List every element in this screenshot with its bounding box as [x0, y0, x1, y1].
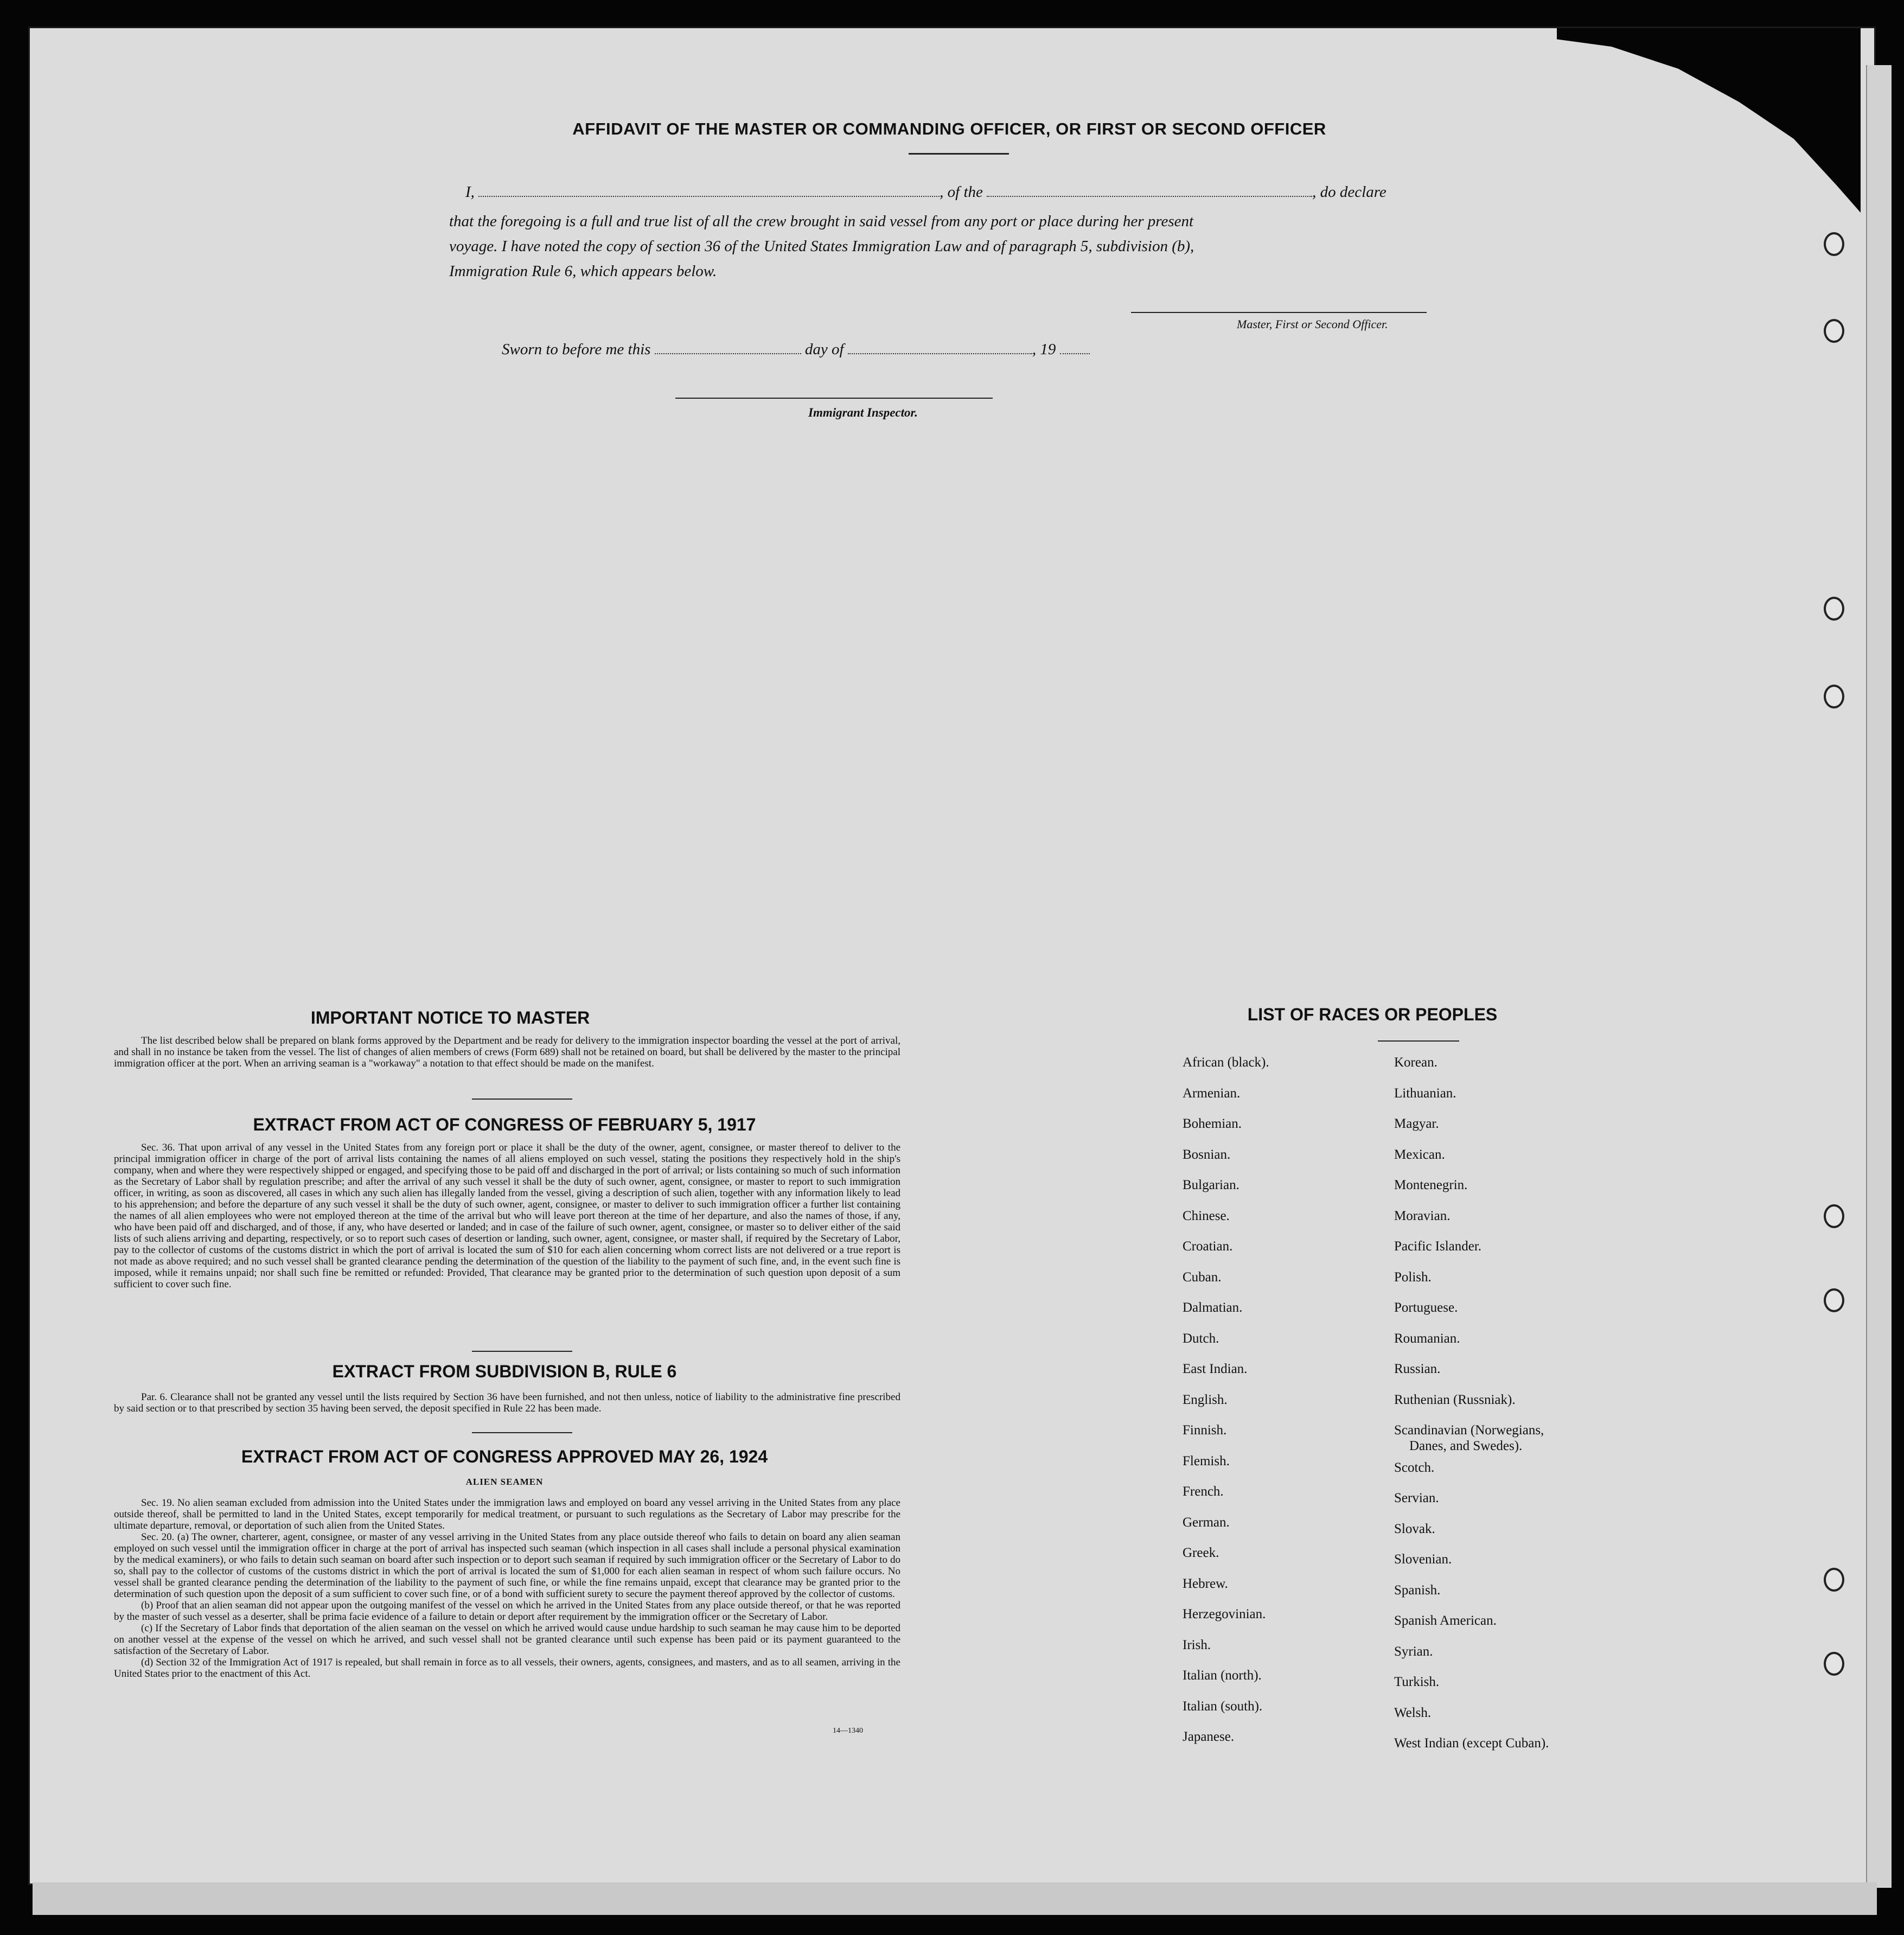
race-item: Hebrew.: [1183, 1576, 1228, 1591]
affidavit-line4: Immigration Rule 6, which appears below.: [449, 263, 717, 280]
punch-hole-icon: [1824, 1652, 1844, 1676]
extract-1917-divider: [472, 1351, 572, 1352]
race-item: Spanish American.: [1394, 1613, 1497, 1628]
race-item: Slovenian.: [1394, 1552, 1452, 1567]
race-item: Armenian.: [1183, 1085, 1241, 1101]
sec20d-paragraph: (d) Section 32 of the Immigration Act of 1917 is repealed, but shall remain in force as to all vessels, their owners, agents, consignees, and masters, and as to all seamen, arriving in the United States prior to the enactment of this Act.: [114, 1657, 900, 1679]
race-item: Russian.: [1394, 1362, 1441, 1376]
punch-hole-icon: [1824, 597, 1844, 621]
inspector-signature-line[interactable]: [675, 398, 993, 399]
race-item: Bohemian.: [1183, 1116, 1242, 1131]
sworn-month-blank[interactable]: [848, 353, 1032, 354]
race-item: Chinese.: [1183, 1208, 1230, 1223]
races-right-column: [1394, 1055, 1644, 1767]
race-item: Pacific Islander.: [1394, 1239, 1482, 1254]
race-item: Dutch.: [1183, 1331, 1219, 1346]
sworn-day-blank[interactable]: [655, 353, 801, 354]
race-item: Roumanian.: [1394, 1331, 1460, 1346]
subdivision-divider: [472, 1432, 572, 1433]
subdivision-body: Par. 6. Clearance shall not be granted any vessel until the lists required by Section 36 have been furnished, and not then unless, notice of liability to the administrative fine prescribed by said section or to that prescribed by section 35 having been served, the deposit specified in Rule 22 has been made.: [114, 1391, 900, 1414]
sworn-year-blank[interactable]: [1060, 353, 1090, 354]
race-item: Lithuanian.: [1394, 1085, 1456, 1101]
race-item: Bosnian.: [1183, 1147, 1231, 1162]
sec20b-paragraph: (b) Proof that an alien seaman did not appear upon the outgoing manifest of the vessel on which he arrived in the United States from any place outside thereof, or that he was reported by the master of such vessel as a deserter, shall be prima facie evidence of a failure to detain or deport after requirement by the immigration officer or the Secretary of Labor.: [114, 1600, 900, 1623]
race-item: Irish.: [1183, 1637, 1211, 1652]
notice-divider: [472, 1099, 572, 1100]
race-item: Scotch.: [1394, 1460, 1435, 1475]
bottom-edge: [33, 1882, 1877, 1915]
race-item: Italian (south).: [1183, 1698, 1263, 1714]
race-item: Servian.: [1394, 1491, 1439, 1505]
affidavit-of-the: , of the: [940, 183, 983, 201]
races-divider: [1378, 1040, 1459, 1042]
race-item: East Indian.: [1183, 1362, 1248, 1376]
sworn-line: [502, 341, 1207, 359]
race-item: Korean.: [1394, 1055, 1437, 1070]
vessel-blank[interactable]: [987, 196, 1312, 197]
sworn-year: , 19: [1032, 341, 1056, 358]
races-left-column: [1183, 1055, 1400, 1760]
extract-1924-title: EXTRACT FROM ACT OF CONGRESS APPROVED MAY 26, 1924: [241, 1447, 768, 1466]
race-item: Flemish.: [1183, 1453, 1230, 1468]
race-item: Bulgarian.: [1183, 1178, 1239, 1192]
affidavit-line3: voyage. I have noted the copy of section 36 of the United States Immigration Law and of paragraph 5, subdivision (b),: [449, 238, 1194, 255]
race-item: Herzegovinian.: [1183, 1607, 1266, 1621]
race-item: Turkish.: [1394, 1675, 1440, 1689]
affidavit-i: I,: [465, 183, 475, 201]
race-item: Montenegrin.: [1394, 1178, 1468, 1192]
race-item: Greek.: [1183, 1546, 1219, 1560]
extract-1917-title: EXTRACT FROM ACT OF CONGRESS OF FEBRUARY 5, 1917: [253, 1115, 756, 1134]
race-item: West Indian (except Cuban).: [1394, 1736, 1549, 1751]
race-item: Cuban.: [1183, 1269, 1222, 1285]
race-item: Croatian.: [1183, 1239, 1233, 1254]
sec20a-paragraph: Sec. 20. (a) The owner, charterer, agent, consignee, or master of any vessel arriving in the United States from any place outside thereof who fails to detain on board any alien seaman employed on such vessel until the immigration officer in charge at the port of arrival has inspected such seaman (which inspection in all cases shall include a personal physical examination by the medical examiners), or who fails to detain such seaman on board after such inspection or to deport such seaman if required by such immigration officer or the Secretary of Labor to do so, shall pay to the collector of customs of the customs district in which the port of arrival is located the sum of $1,000 for each alien seaman in respect of whom such failure occurs. No vessel shall be granted clearance pending the determination of the liability to the payment of such fine, or while the fine remains unpaid, except that clearance may be granted prior to the determination of such question upon the deposit of a sum sufficient to cover such fine, or of a bond with sufficient surety to secure the payment thereof approved by the collector of customs.: [114, 1531, 900, 1600]
master-signature-label: Master, First or Second Officer.: [1237, 317, 1388, 331]
inspector-label: Immigrant Inspector.: [808, 406, 918, 419]
races-title: LIST OF RACES OR PEOPLES: [1247, 1005, 1498, 1024]
race-item: Slovak.: [1394, 1521, 1435, 1536]
race-item: Ruthenian (Russniak).: [1394, 1392, 1516, 1407]
punch-hole-icon: [1824, 1568, 1844, 1592]
master-signature-line[interactable]: [1131, 312, 1427, 313]
extract-1917-body: Sec. 36. That upon arrival of any vessel in the United States from any foreign port or place it shall be the duty of the owner, agent, consignee, or master thereof to deliver to the principal immigration officer in charge of the port of arrival lists containing the names of all aliens employed on such vessel, stating the positions they respectively hold in the ship's company, when and where they were respectively shipped or engaged, and specifying those to be paid off and discharged in the port of arrival; or lists containing so much of such information as the Secretary of Labor shall by regulation prescribe; and after the arrival of any such vessel it shall be the duty of such owner, agent, consignee, or master to report to such immigration officer, in writing, as soon as discovered, all cases in which any such alien has illegally landed from the vessel, giving a description of such alien, together with any information likely to lead to his apprehension; and before the departure of any such vessel it shall be the duty of such owner, agent, consignee, or master to deliver to such immigration officer a further list containing the names of all alien employees who were not employed thereon at the time of the arrival but who will leave port thereon at the time of her departure, and also the names of those, if any, who have been paid off and discharged, and of those, if any, who have deserted or landed; and in case of the failure of such owner, agent, consignee, or master so to deliver either of the said lists of such aliens arriving and departing, respectively, or so to report such cases of desertion or landing, such owner, agent, consignee, or master shall, if required by the Secretary of Labor, pay to the collector of customs of the customs district in which the port of arrival is located the sum of $10 for each alien concerning whom correct lists are not delivered or a true report is not made as above required; and no such vessel shall be granted clearance pending the determination of the question of the liability to the payment of such fine, and, in the event such fine is imposed, while it remains unpaid; nor shall such fine be remitted or refunded: Provided, That clearance may be granted prior to the determination of such question upon deposit of a sum sufficient to cover such fine.: [114, 1142, 900, 1290]
race-item: African (black).: [1183, 1055, 1269, 1070]
race-item: Portuguese.: [1394, 1300, 1458, 1315]
race-item: Japanese.: [1183, 1729, 1235, 1744]
punch-hole-icon: [1824, 685, 1844, 708]
race-item: Magyar.: [1394, 1116, 1439, 1131]
sec20c-paragraph: (c) If the Secretary of Labor finds that deportation of the alien seaman on the vessel on which he arrived would cause undue hardship to such seaman he may cause him to be deported on another vessel at the expense of the vessel on which he arrived, and such vessel shall not be granted clearance until such expense has been paid or its payment guaranteed to the satisfaction of the Secretary of Labor.: [114, 1623, 900, 1657]
sworn-prefix: Sworn to before me this: [502, 341, 651, 358]
race-item: Syrian.: [1394, 1644, 1433, 1659]
race-item: English.: [1183, 1392, 1228, 1407]
race-item: Polish.: [1394, 1269, 1432, 1285]
punch-hole-icon: [1824, 1288, 1844, 1312]
affidavit-line1: [465, 183, 1474, 201]
race-item: Moravian.: [1394, 1208, 1451, 1223]
affidavit-body: [449, 209, 1480, 284]
race-item: German.: [1183, 1515, 1230, 1530]
extract-1924-subtitle: ALIEN SEAMEN: [465, 1477, 544, 1487]
subdivision-title: EXTRACT FROM SUBDIVISION B, RULE 6: [332, 1362, 677, 1381]
title-underline: [909, 153, 1009, 155]
race-item: Spanish.: [1394, 1582, 1441, 1598]
race-item: Italian (north).: [1183, 1668, 1262, 1683]
race-item: Welsh.: [1394, 1705, 1432, 1720]
sworn-day: day of: [804, 341, 844, 358]
name-blank[interactable]: [478, 196, 940, 197]
race-item: Danes, and Swedes).: [1409, 1438, 1523, 1453]
notice-title: IMPORTANT NOTICE TO MASTER: [310, 1008, 590, 1027]
affidavit-declare: , do declare: [1312, 183, 1387, 201]
race-item: Finnish.: [1183, 1423, 1227, 1438]
race-item: Mexican.: [1394, 1147, 1445, 1162]
punch-hole-icon: [1824, 1204, 1844, 1228]
extract-1924-body: [114, 1497, 900, 1679]
punch-hole-icon: [1824, 319, 1844, 343]
sec19-paragraph: Sec. 19. No alien seaman excluded from admission into the United States under the immigration laws and employed on board any vessel arriving in the United States from any place outside thereof, shall be permitted to land in the United States, except temporarily for medical treatment, or pursuant to such regulations as the Secretary of Labor may prescribe for the ultimate departure, removal, or deportation of such alien from the United States.: [114, 1497, 900, 1531]
race-item: Dalmatian.: [1183, 1300, 1243, 1315]
race-item: Scandinavian (Norwegians,: [1394, 1423, 1544, 1438]
notice-body: The list described below shall be prepared on blank forms approved by the Department and be ready for delivery to the immigration inspector boarding the vessel at the port of arrival, and shall in no instance be taken from the vessel. The list of changes of alien members of crews (Form 689) shall not be retained on board, but shall be delivered by the master to the principal immigration officer at the port. When an arriving seaman is a "workaway" a notation to that effect should be made on the manifest.: [114, 1035, 900, 1069]
page-edge: [1866, 65, 1892, 1888]
affidavit-line2: that the foregoing is a full and true list of all the crew brought in said vessel from any port or place during her present: [449, 213, 1194, 230]
form-number: 14—1340: [833, 1727, 863, 1735]
punch-hole-icon: [1824, 232, 1844, 256]
affidavit-title: AFFIDAVIT OF THE MASTER OR COMMANDING OFFICER, OR FIRST OR SECOND OFFICER: [572, 119, 1326, 138]
race-item: French.: [1183, 1484, 1224, 1499]
